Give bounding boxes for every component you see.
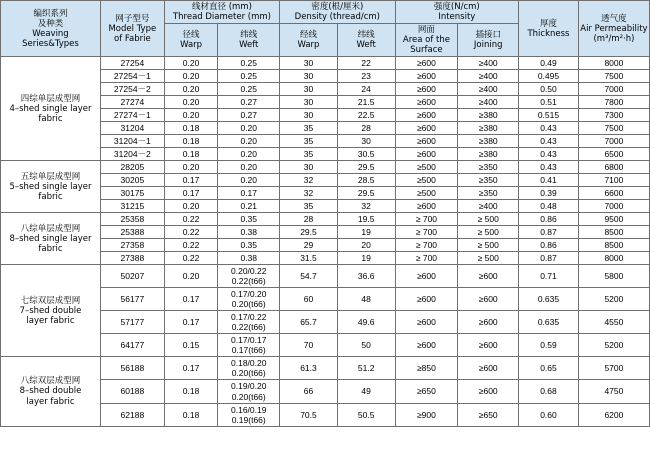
cell-diameter-warp: 0.18 [164, 403, 218, 426]
group-name-cn: 八综单层成型网 [20, 223, 81, 234]
cell-thickness: 0.86 [519, 213, 579, 226]
cell-diameter-warp: 0.20 [164, 70, 218, 83]
cell-diameter-warp: 0.20 [164, 161, 218, 174]
cell-diameter-warp: 0.20 [164, 265, 218, 288]
cell-intensity-joining: ≥ 500 [458, 213, 519, 226]
group-name-en1: 4–shed single layer [9, 103, 92, 114]
table-row [1, 57, 650, 70]
cell-diameter-warp: 0.22 [164, 213, 218, 226]
header-air-permeability-cn: 透气度 [601, 13, 627, 24]
cell-density-weft: 22.5 [337, 109, 395, 122]
header-thread-diameter [164, 1, 279, 24]
cell-density-weft: 24 [337, 83, 395, 96]
cell-thickness: 0.635 [519, 311, 579, 334]
cell-intensity-joining: ≥400 [458, 200, 519, 213]
cell-diameter-weft: 0.25 [218, 83, 280, 96]
cell-diameter-weft: 0.17 [218, 187, 280, 200]
cell-density-weft: 32 [337, 200, 395, 213]
cell-model: 57177 [100, 311, 164, 334]
cell-air-permeability: 9500 [578, 213, 649, 226]
cell-diameter-warp: 0.17 [164, 288, 218, 311]
cell-diameter-weft-line1: 0.17/0.20 [231, 289, 267, 300]
header-intensity-en: Intensity [438, 12, 476, 23]
cell-density-weft: 51.2 [337, 357, 395, 380]
table-header [1, 1, 650, 57]
cell-diameter-warp: 0.15 [164, 334, 218, 357]
cell-density-weft: 49 [337, 380, 395, 403]
header-density [280, 1, 395, 24]
cell-diameter-weft: 0.38 [218, 226, 280, 239]
cell-diameter-weft: 0.25 [218, 57, 280, 70]
cell-density-weft: 19.5 [337, 213, 395, 226]
cell-diameter-weft: 0.27 [218, 109, 280, 122]
group-name-en1: 5–shed single layer [9, 181, 92, 192]
cell-density-warp: 30 [280, 96, 338, 109]
cell-intensity-joining: ≥650 [458, 403, 519, 426]
cell-intensity-joining: ≥400 [458, 57, 519, 70]
header-weaving-series [1, 1, 101, 57]
cell-diameter-weft-line1: 0.16/0.19 [231, 404, 267, 415]
cell-intensity-surface: ≥600 [395, 135, 458, 148]
cell-thickness: 0.43 [519, 135, 579, 148]
cell-thickness: 0.515 [519, 109, 579, 122]
cell-density-warp: 61.3 [280, 357, 338, 380]
cell-diameter-weft-line2: 0.17(t66) [231, 345, 266, 356]
cell-model: 27274－1 [100, 109, 164, 122]
cell-density-warp: 31.5 [280, 252, 338, 265]
header-diameter-warp-en: Warp [180, 40, 203, 51]
cell-air-permeability: 8500 [578, 239, 649, 252]
header-model-type-cn: 网子型号 [115, 13, 150, 24]
cell-intensity-joining: ≥350 [458, 161, 519, 174]
cell-density-warp: 65.7 [280, 311, 338, 334]
cell-model: 28205 [100, 161, 164, 174]
cell-diameter-weft-line2: 0.19(t66) [231, 414, 266, 425]
cell-density-weft: 21.5 [337, 96, 395, 109]
cell-thickness: 0.71 [519, 265, 579, 288]
cell-thickness: 0.49 [519, 57, 579, 70]
cell-thickness: 0.87 [519, 226, 579, 239]
cell-air-permeability: 7000 [578, 200, 649, 213]
cell-thickness: 0.41 [519, 174, 579, 187]
cell-diameter-weft: 0.20 [218, 161, 280, 174]
cell-diameter-warp: 0.18 [164, 380, 218, 403]
group-name-en1: 7–shed double [19, 305, 82, 316]
cell-intensity-surface: ≥ 700 [395, 252, 458, 265]
group-name-en2: fabric [38, 243, 63, 254]
cell-diameter-weft: 0.27 [218, 96, 280, 109]
cell-diameter-warp: 0.22 [164, 239, 218, 252]
cell-model: 27358 [100, 239, 164, 252]
cell-intensity-surface: ≥600 [395, 148, 458, 161]
cell-diameter-warp: 0.17 [164, 357, 218, 380]
header-weaving-series-cn1: 编织系列 [33, 8, 68, 19]
table-row [1, 357, 650, 380]
cell-model: 25388 [100, 226, 164, 239]
cell-model: 64177 [100, 334, 164, 357]
cell-intensity-surface: ≥600 [395, 57, 458, 70]
cell-density-weft: 30.5 [337, 148, 395, 161]
cell-air-permeability: 5200 [578, 334, 649, 357]
group-name-cell [1, 57, 101, 161]
cell-intensity-surface: ≥600 [395, 265, 458, 288]
cell-intensity-surface: ≥500 [395, 161, 458, 174]
group-name-en2: fabric [38, 113, 63, 124]
cell-thickness: 0.43 [519, 161, 579, 174]
cell-density-weft: 28 [337, 122, 395, 135]
cell-thickness: 0.60 [519, 403, 579, 426]
cell-diameter-weft: 0.20 [218, 135, 280, 148]
cell-model: 30205 [100, 174, 164, 187]
group-name-cell [1, 161, 101, 213]
header-diameter-weft [218, 24, 280, 57]
cell-air-permeability: 7500 [578, 122, 649, 135]
header-row-main [1, 1, 650, 24]
cell-density-warp: 30 [280, 161, 338, 174]
cell-air-permeability: 5800 [578, 265, 649, 288]
cell-diameter-warp: 0.20 [164, 200, 218, 213]
cell-diameter-weft-line2: 0.20(t66) [231, 299, 266, 310]
cell-model: 27254－1 [100, 70, 164, 83]
cell-diameter-warp: 0.17 [164, 187, 218, 200]
cell-diameter-weft-line1: 0.17/0.22 [231, 312, 267, 323]
cell-density-weft: 49.6 [337, 311, 395, 334]
cell-model: 56177 [100, 288, 164, 311]
cell-intensity-surface: ≥500 [395, 187, 458, 200]
cell-air-permeability: 8000 [578, 57, 649, 70]
header-intensity-surface [395, 24, 458, 57]
cell-intensity-joining: ≥ 500 [458, 226, 519, 239]
cell-model: 27254 [100, 57, 164, 70]
table-body [1, 57, 650, 426]
header-diameter-weft-cn: 纬线 [240, 30, 258, 41]
cell-density-warp: 32 [280, 174, 338, 187]
cell-air-permeability: 8000 [578, 252, 649, 265]
cell-intensity-joining: ≥350 [458, 174, 519, 187]
cell-diameter-weft-line1: 0.20/0.22 [231, 266, 267, 277]
cell-intensity-surface: ≥500 [395, 174, 458, 187]
cell-diameter-warp: 0.20 [164, 109, 218, 122]
group-name-cn: 五综单层成型网 [20, 171, 81, 182]
group-name-cell [1, 213, 101, 265]
cell-intensity-joining: ≥380 [458, 109, 519, 122]
cell-diameter-weft [218, 311, 280, 334]
cell-density-weft: 22 [337, 57, 395, 70]
cell-air-permeability: 7000 [578, 135, 649, 148]
cell-thickness: 0.68 [519, 380, 579, 403]
group-name-en2: layer fabric [26, 315, 75, 326]
cell-diameter-weft: 0.20 [218, 122, 280, 135]
cell-air-permeability: 8500 [578, 226, 649, 239]
header-intensity [395, 1, 519, 24]
cell-diameter-warp: 0.17 [164, 174, 218, 187]
cell-diameter-weft [218, 265, 280, 288]
cell-air-permeability: 7800 [578, 96, 649, 109]
cell-air-permeability: 7000 [578, 83, 649, 96]
cell-model: 30175 [100, 187, 164, 200]
cell-thickness: 0.87 [519, 252, 579, 265]
cell-air-permeability: 4550 [578, 311, 649, 334]
cell-density-weft: 19 [337, 226, 395, 239]
header-model-type-en2: of Fabrie [114, 33, 151, 44]
group-name-en2: fabric [38, 191, 63, 202]
cell-intensity-surface: ≥ 700 [395, 213, 458, 226]
cell-intensity-joining: ≥600 [458, 380, 519, 403]
cell-model: 27388 [100, 252, 164, 265]
cell-air-permeability: 5700 [578, 357, 649, 380]
cell-density-weft: 23 [337, 70, 395, 83]
cell-density-warp: 30 [280, 83, 338, 96]
cell-density-warp: 70.5 [280, 403, 338, 426]
cell-diameter-weft [218, 357, 280, 380]
header-density-weft-cn: 纬线 [357, 30, 375, 41]
cell-diameter-weft [218, 380, 280, 403]
cell-diameter-weft [218, 403, 280, 426]
cell-thickness: 0.635 [519, 288, 579, 311]
cell-intensity-surface: ≥650 [395, 380, 458, 403]
cell-intensity-surface: ≥850 [395, 357, 458, 380]
header-intensity-joining [458, 24, 519, 57]
header-intensity-joining-cn: 插接口 [475, 30, 501, 41]
header-intensity-cn: 强度(N/cm) [433, 2, 480, 12]
cell-model: 56188 [100, 357, 164, 380]
cell-density-warp: 35 [280, 135, 338, 148]
group-name-cell [1, 265, 101, 357]
cell-density-warp: 54.7 [280, 265, 338, 288]
header-thread-diameter-cn: 线材直径 (mm) [192, 2, 252, 12]
group-name-cn: 四综单层成型网 [20, 93, 81, 104]
group-name-cn: 八综双层成型网 [20, 376, 81, 387]
cell-diameter-weft: 0.25 [218, 70, 280, 83]
header-thread-diameter-en: Thread Diameter (mm) [172, 12, 271, 23]
header-thickness-en: Thickness [527, 28, 570, 39]
cell-density-weft: 50.5 [337, 403, 395, 426]
cell-intensity-joining: ≥380 [458, 122, 519, 135]
cell-intensity-surface: ≥600 [395, 334, 458, 357]
cell-intensity-surface: ≥600 [395, 83, 458, 96]
cell-intensity-joining: ≥400 [458, 83, 519, 96]
cell-thickness: 0.495 [519, 70, 579, 83]
cell-intensity-joining: ≥400 [458, 96, 519, 109]
cell-thickness: 0.50 [519, 83, 579, 96]
cell-air-permeability: 4750 [578, 380, 649, 403]
cell-intensity-joining: ≥380 [458, 135, 519, 148]
cell-diameter-weft-line1: 0.17/0.17 [231, 335, 267, 346]
cell-thickness: 0.86 [519, 239, 579, 252]
cell-intensity-joining: ≥380 [458, 148, 519, 161]
cell-density-weft: 19 [337, 252, 395, 265]
cell-thickness: 0.65 [519, 357, 579, 380]
group-name-en2: layer fabric [26, 396, 75, 407]
group-name-en1: 8–shed single layer [9, 233, 92, 244]
cell-diameter-weft-line2: 0.22(t66) [231, 322, 266, 333]
cell-model: 31204 [100, 122, 164, 135]
header-weaving-series-cn2: 及种类 [37, 18, 64, 29]
cell-diameter-weft-line2: 0.20(t66) [231, 368, 266, 379]
cell-density-warp: 29 [280, 239, 338, 252]
cell-intensity-surface: ≥ 700 [395, 226, 458, 239]
header-air-permeability-unit: (m³/m²·h) [593, 33, 635, 44]
cell-diameter-weft: 0.20 [218, 174, 280, 187]
header-density-warp-en: Warp [297, 40, 320, 51]
cell-diameter-warp: 0.20 [164, 83, 218, 96]
cell-model: 62188 [100, 403, 164, 426]
cell-intensity-surface: ≥600 [395, 288, 458, 311]
cell-diameter-warp: 0.18 [164, 148, 218, 161]
cell-density-warp: 29.5 [280, 226, 338, 239]
cell-density-warp: 30 [280, 70, 338, 83]
cell-model: 31204－1 [100, 135, 164, 148]
header-density-warp [280, 24, 338, 57]
header-density-weft-en: Weft [356, 40, 376, 51]
header-density-weft [337, 24, 395, 57]
cell-density-warp: 28 [280, 213, 338, 226]
cell-intensity-surface: ≥600 [395, 70, 458, 83]
cell-density-weft: 50 [337, 334, 395, 357]
cell-model: 31204－2 [100, 148, 164, 161]
cell-air-permeability: 6200 [578, 403, 649, 426]
cell-intensity-surface: ≥600 [395, 200, 458, 213]
cell-diameter-weft-line1: 0.18/0.20 [231, 358, 267, 369]
cell-intensity-joining: ≥600 [458, 288, 519, 311]
header-model-type [100, 1, 164, 57]
header-diameter-warp [164, 24, 218, 57]
cell-intensity-joining: ≥600 [458, 334, 519, 357]
cell-diameter-weft-line1: 0.19/0.20 [231, 381, 267, 392]
cell-density-warp: 35 [280, 122, 338, 135]
cell-diameter-warp: 0.22 [164, 252, 218, 265]
cell-intensity-surface: ≥ 700 [395, 239, 458, 252]
header-air-permeability-en: Air Permeability [580, 23, 648, 34]
cell-density-weft: 29.5 [337, 187, 395, 200]
cell-air-permeability: 7300 [578, 109, 649, 122]
cell-intensity-surface: ≥600 [395, 122, 458, 135]
cell-diameter-weft-line2: 0.20(t66) [231, 391, 266, 402]
cell-diameter-weft-line2: 0.22(t66) [231, 276, 266, 287]
header-weaving-series-en1: Weaving [32, 28, 69, 39]
cell-air-permeability: 5200 [578, 288, 649, 311]
table-row [1, 161, 650, 174]
cell-intensity-joining: ≥600 [458, 311, 519, 334]
cell-air-permeability: 6500 [578, 148, 649, 161]
cell-model: 60188 [100, 380, 164, 403]
header-intensity-surface-en2: Surface [410, 45, 443, 56]
cell-density-warp: 32 [280, 187, 338, 200]
cell-density-weft: 20 [337, 239, 395, 252]
header-thickness [519, 1, 579, 57]
cell-intensity-joining: ≥600 [458, 265, 519, 288]
cell-thickness: 0.39 [519, 187, 579, 200]
cell-intensity-surface: ≥600 [395, 96, 458, 109]
header-intensity-joining-en: Joining [473, 40, 503, 51]
cell-air-permeability: 6600 [578, 187, 649, 200]
cell-diameter-weft: 0.20 [218, 148, 280, 161]
header-density-cn: 密度(根/厘米) [311, 2, 364, 12]
cell-density-warp: 35 [280, 148, 338, 161]
cell-density-warp: 30 [280, 109, 338, 122]
header-air-permeability [578, 1, 649, 57]
cell-model: 27274 [100, 96, 164, 109]
cell-density-warp: 66 [280, 380, 338, 403]
cell-density-weft: 29.5 [337, 161, 395, 174]
cell-diameter-weft: 0.35 [218, 239, 280, 252]
cell-thickness: 0.59 [519, 334, 579, 357]
cell-intensity-surface: ≥900 [395, 403, 458, 426]
cell-model: 25358 [100, 213, 164, 226]
cell-density-weft: 36.6 [337, 265, 395, 288]
cell-diameter-weft: 0.38 [218, 252, 280, 265]
header-thickness-cn: 厚度 [539, 18, 557, 29]
cell-diameter-weft: 0.21 [218, 200, 280, 213]
header-weaving-series-en2: Series&Types [22, 38, 79, 49]
cell-intensity-joining: ≥ 500 [458, 252, 519, 265]
cell-thickness: 0.48 [519, 200, 579, 213]
table-row [1, 265, 650, 288]
cell-diameter-warp: 0.20 [164, 96, 218, 109]
header-model-type-en1: Model Type [108, 23, 157, 34]
header-intensity-surface-en1: Area of the [402, 35, 450, 46]
cell-density-warp: 60 [280, 288, 338, 311]
cell-diameter-warp: 0.22 [164, 226, 218, 239]
cell-thickness: 0.51 [519, 96, 579, 109]
header-diameter-weft-en: Weft [239, 40, 259, 51]
cell-intensity-surface: ≥600 [395, 311, 458, 334]
cell-density-weft: 48 [337, 288, 395, 311]
cell-density-weft: 28.5 [337, 174, 395, 187]
table-row [1, 213, 650, 226]
cell-diameter-weft: 0.35 [218, 213, 280, 226]
cell-diameter-weft [218, 288, 280, 311]
cell-model: 27254－2 [100, 83, 164, 96]
cell-intensity-joining: ≥600 [458, 357, 519, 380]
cell-diameter-warp: 0.17 [164, 311, 218, 334]
cell-intensity-surface: ≥600 [395, 109, 458, 122]
cell-intensity-joining: ≥350 [458, 187, 519, 200]
header-intensity-surface-cn: 网面 [417, 25, 435, 36]
cell-density-warp: 70 [280, 334, 338, 357]
cell-density-warp: 30 [280, 57, 338, 70]
cell-diameter-weft [218, 334, 280, 357]
cell-thickness: 0.43 [519, 122, 579, 135]
cell-thickness: 0.43 [519, 148, 579, 161]
group-name-en1: 8–shed double [19, 386, 82, 397]
cell-air-permeability: 7100 [578, 174, 649, 187]
header-density-en: Density (thread/cm) [294, 12, 380, 23]
cell-air-permeability: 7500 [578, 70, 649, 83]
group-name-cell [1, 357, 101, 426]
cell-intensity-joining: ≥400 [458, 70, 519, 83]
header-density-warp-cn: 经线 [299, 30, 317, 41]
header-diameter-warp-cn: 径线 [182, 30, 200, 41]
cell-intensity-joining: ≥ 500 [458, 239, 519, 252]
cell-model: 50207 [100, 265, 164, 288]
cell-density-warp: 35 [280, 200, 338, 213]
cell-model: 31215 [100, 200, 164, 213]
cell-diameter-warp: 0.18 [164, 135, 218, 148]
cell-diameter-warp: 0.20 [164, 57, 218, 70]
group-name-cn: 七综双层成型网 [20, 295, 81, 306]
cell-density-weft: 30 [337, 135, 395, 148]
cell-air-permeability: 6800 [578, 161, 649, 174]
cell-diameter-warp: 0.18 [164, 122, 218, 135]
